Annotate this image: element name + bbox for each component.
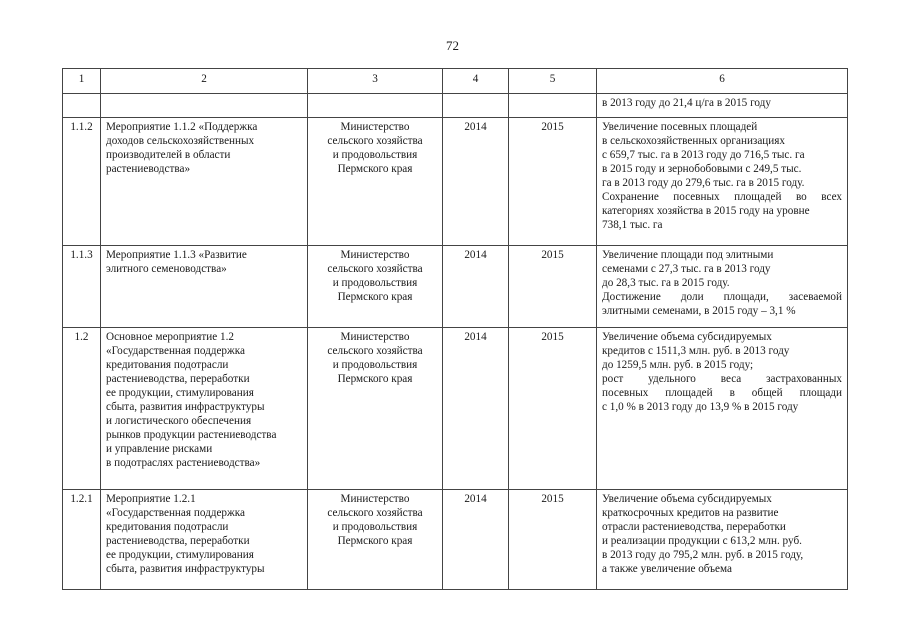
executor-cell [308, 246, 443, 328]
cell-text-line: в сельскохозяйственных организациях [602, 135, 786, 147]
cell-text-line: и продовольствия [332, 149, 418, 161]
cell-text-line: га в 2013 году до 279,6 тыс. га в 2015 году. [602, 177, 805, 189]
expected-result-cell [597, 490, 848, 590]
cell-text-line: в подотраслях растениеводства» [106, 457, 261, 469]
cell-text-line: Основное мероприятие 1.2 [106, 331, 234, 343]
item-number-cell [63, 94, 101, 118]
activity-name-cell [101, 246, 308, 328]
end-year-cell [509, 94, 597, 118]
cell-text-line: элитного семеноводства» [106, 263, 227, 275]
expected-result-cell [597, 118, 848, 246]
cell-text-line: до 28,3 тыс. га в 2015 году. [602, 277, 730, 289]
cell-text-line: доходов сельскохозяйственных [106, 135, 255, 147]
start-year-cell: 2014 [443, 490, 509, 590]
table-row [63, 118, 848, 246]
cell-text-line: посевных площадей в общей площади [602, 387, 842, 399]
item-number-cell: 1.2 [63, 328, 101, 490]
executor-cell [308, 490, 443, 590]
end-year-cell: 2015 [509, 246, 597, 328]
cell-text-line: сельского хозяйства [327, 507, 423, 519]
cell-text-line: и реализации продукции с 613,2 млн. руб. [602, 535, 802, 547]
cell-text-line: ее продукции, стимулирования [106, 387, 254, 399]
cell-text-line: растениеводства, переработки [106, 373, 250, 385]
activity-name-cell [101, 490, 308, 590]
executor-cell [308, 94, 443, 118]
cell-text-line: в 2015 году и зернобобовыми с 249,5 тыс. [602, 163, 802, 175]
start-year-cell: 2014 [443, 246, 509, 328]
table-row [63, 246, 848, 328]
cell-text-line: «Государственная поддержка [106, 345, 245, 357]
program-activities-table [62, 68, 848, 590]
cell-text-line: рынков продукции растениеводства [106, 429, 277, 441]
header-cell: 5 [509, 69, 597, 94]
cell-text-line: сбыта, развития инфраструктуры [106, 401, 265, 413]
cell-text-line: и продовольствия [332, 521, 418, 533]
end-year-cell: 2015 [509, 328, 597, 490]
cell-text-line: Пермского края [337, 163, 413, 175]
cell-text-line: Увеличение площади под элитными [602, 249, 774, 261]
cell-text-line: семенами с 27,3 тыс. га в 2013 году [602, 263, 771, 275]
cell-text-line: Министерство [340, 121, 410, 133]
cell-text-line: Министерство [340, 331, 410, 343]
cell-text-line: Сохранение посевных площадей во всех [602, 191, 842, 203]
header-cell: 1 [63, 69, 101, 94]
header-cell: 6 [597, 69, 848, 94]
cell-text-line: производителей в области [106, 149, 231, 161]
cell-text-line: Пермского края [337, 535, 413, 547]
page-number: 72 [446, 38, 459, 53]
cell-text-line: ее продукции, стимулирования [106, 549, 254, 561]
cell-text-line: сельского хозяйства [327, 263, 423, 275]
executor-cell [308, 118, 443, 246]
cell-text-line: кредитования подотрасли [106, 521, 229, 533]
cell-text-line: в 2013 году до 21,4 ц/га в 2015 году [602, 97, 771, 109]
item-number-cell: 1.2.1 [63, 490, 101, 590]
header-cell: 2 [101, 69, 308, 94]
cell-text-line: краткосрочных кредитов на развитие [602, 507, 779, 519]
activity-name-cell [101, 118, 308, 246]
cell-text-line: сельского хозяйства [327, 135, 423, 147]
cell-text-line: сельского хозяйства [327, 345, 423, 357]
header-cell: 3 [308, 69, 443, 94]
item-number-cell: 1.1.3 [63, 246, 101, 328]
expected-result-cell [597, 246, 848, 328]
executor-cell [308, 328, 443, 490]
cell-text-line: отрасли растениеводства, переработки [602, 521, 786, 533]
cell-text-line: 738,1 тыс. га [602, 219, 663, 231]
start-year-cell: 2014 [443, 118, 509, 246]
start-year-cell [443, 94, 509, 118]
cell-text-line: Увеличение объема субсидируемых [602, 331, 772, 343]
table-row [63, 328, 848, 490]
cell-text-line: Пермского края [337, 291, 413, 303]
cell-text-line: кредитования подотрасли [106, 359, 229, 371]
expected-result-cell [597, 328, 848, 490]
cell-text-line: элитными семенами, в 2015 году – 3,1 % [602, 305, 796, 317]
cell-text-line: и продовольствия [332, 277, 418, 289]
activity-name-cell [101, 328, 308, 490]
item-number-cell: 1.1.2 [63, 118, 101, 246]
cell-text-line: Мероприятие 1.1.2 «Поддержка [106, 121, 258, 133]
cell-text-line: и управление рисками [106, 443, 213, 455]
cell-text-line: Министерство [340, 249, 410, 261]
cell-text-line: в 2013 году до 795,2 млн. руб. в 2015 году, [602, 549, 804, 561]
cell-text-line: сбыта, развития инфраструктуры [106, 563, 265, 575]
header-row [63, 69, 848, 94]
cell-text-line: и логистического обеспечения [106, 415, 252, 427]
table-row [63, 490, 848, 590]
cell-text-line: растениеводства» [106, 163, 191, 175]
cell-text-line: с 1,0 % в 2013 году до 13,9 % в 2015 году [602, 401, 799, 413]
end-year-cell: 2015 [509, 490, 597, 590]
cell-text-line: до 1259,5 млн. руб. в 2015 году; [602, 359, 754, 371]
cell-text-line: а также увеличение объема [602, 563, 732, 575]
cell-text-line: категориях хозяйства в 2015 году на уровне [602, 205, 810, 217]
cell-text-line: растениеводства, переработки [106, 535, 250, 547]
cell-text-line: Пермского края [337, 373, 413, 385]
cell-text-line: Министерство [340, 493, 410, 505]
cell-text-line: Мероприятие 1.1.3 «Развитие [106, 249, 247, 261]
cell-text-line: Увеличение объема субсидируемых [602, 493, 772, 505]
end-year-cell: 2015 [509, 118, 597, 246]
cell-text-line: с 659,7 тыс. га в 2013 году до 716,5 тыс. га [602, 149, 805, 161]
activity-name-cell [101, 94, 308, 118]
cell-text-line: Мероприятие 1.2.1 [106, 493, 196, 505]
expected-result-cell [597, 94, 848, 118]
cell-text-line: Увеличение посевных площадей [602, 121, 758, 133]
header-cell: 4 [443, 69, 509, 94]
table-row [63, 94, 848, 118]
cell-text-line: Достижение доли площади, засеваемой [602, 291, 842, 303]
cell-text-line: рост удельного веса застрахованных [602, 373, 842, 385]
cell-text-line: кредитов с 1511,3 млн. руб. в 2013 году [602, 345, 790, 357]
start-year-cell: 2014 [443, 328, 509, 490]
cell-text-line: и продовольствия [332, 359, 418, 371]
cell-text-line: «Государственная поддержка [106, 507, 245, 519]
